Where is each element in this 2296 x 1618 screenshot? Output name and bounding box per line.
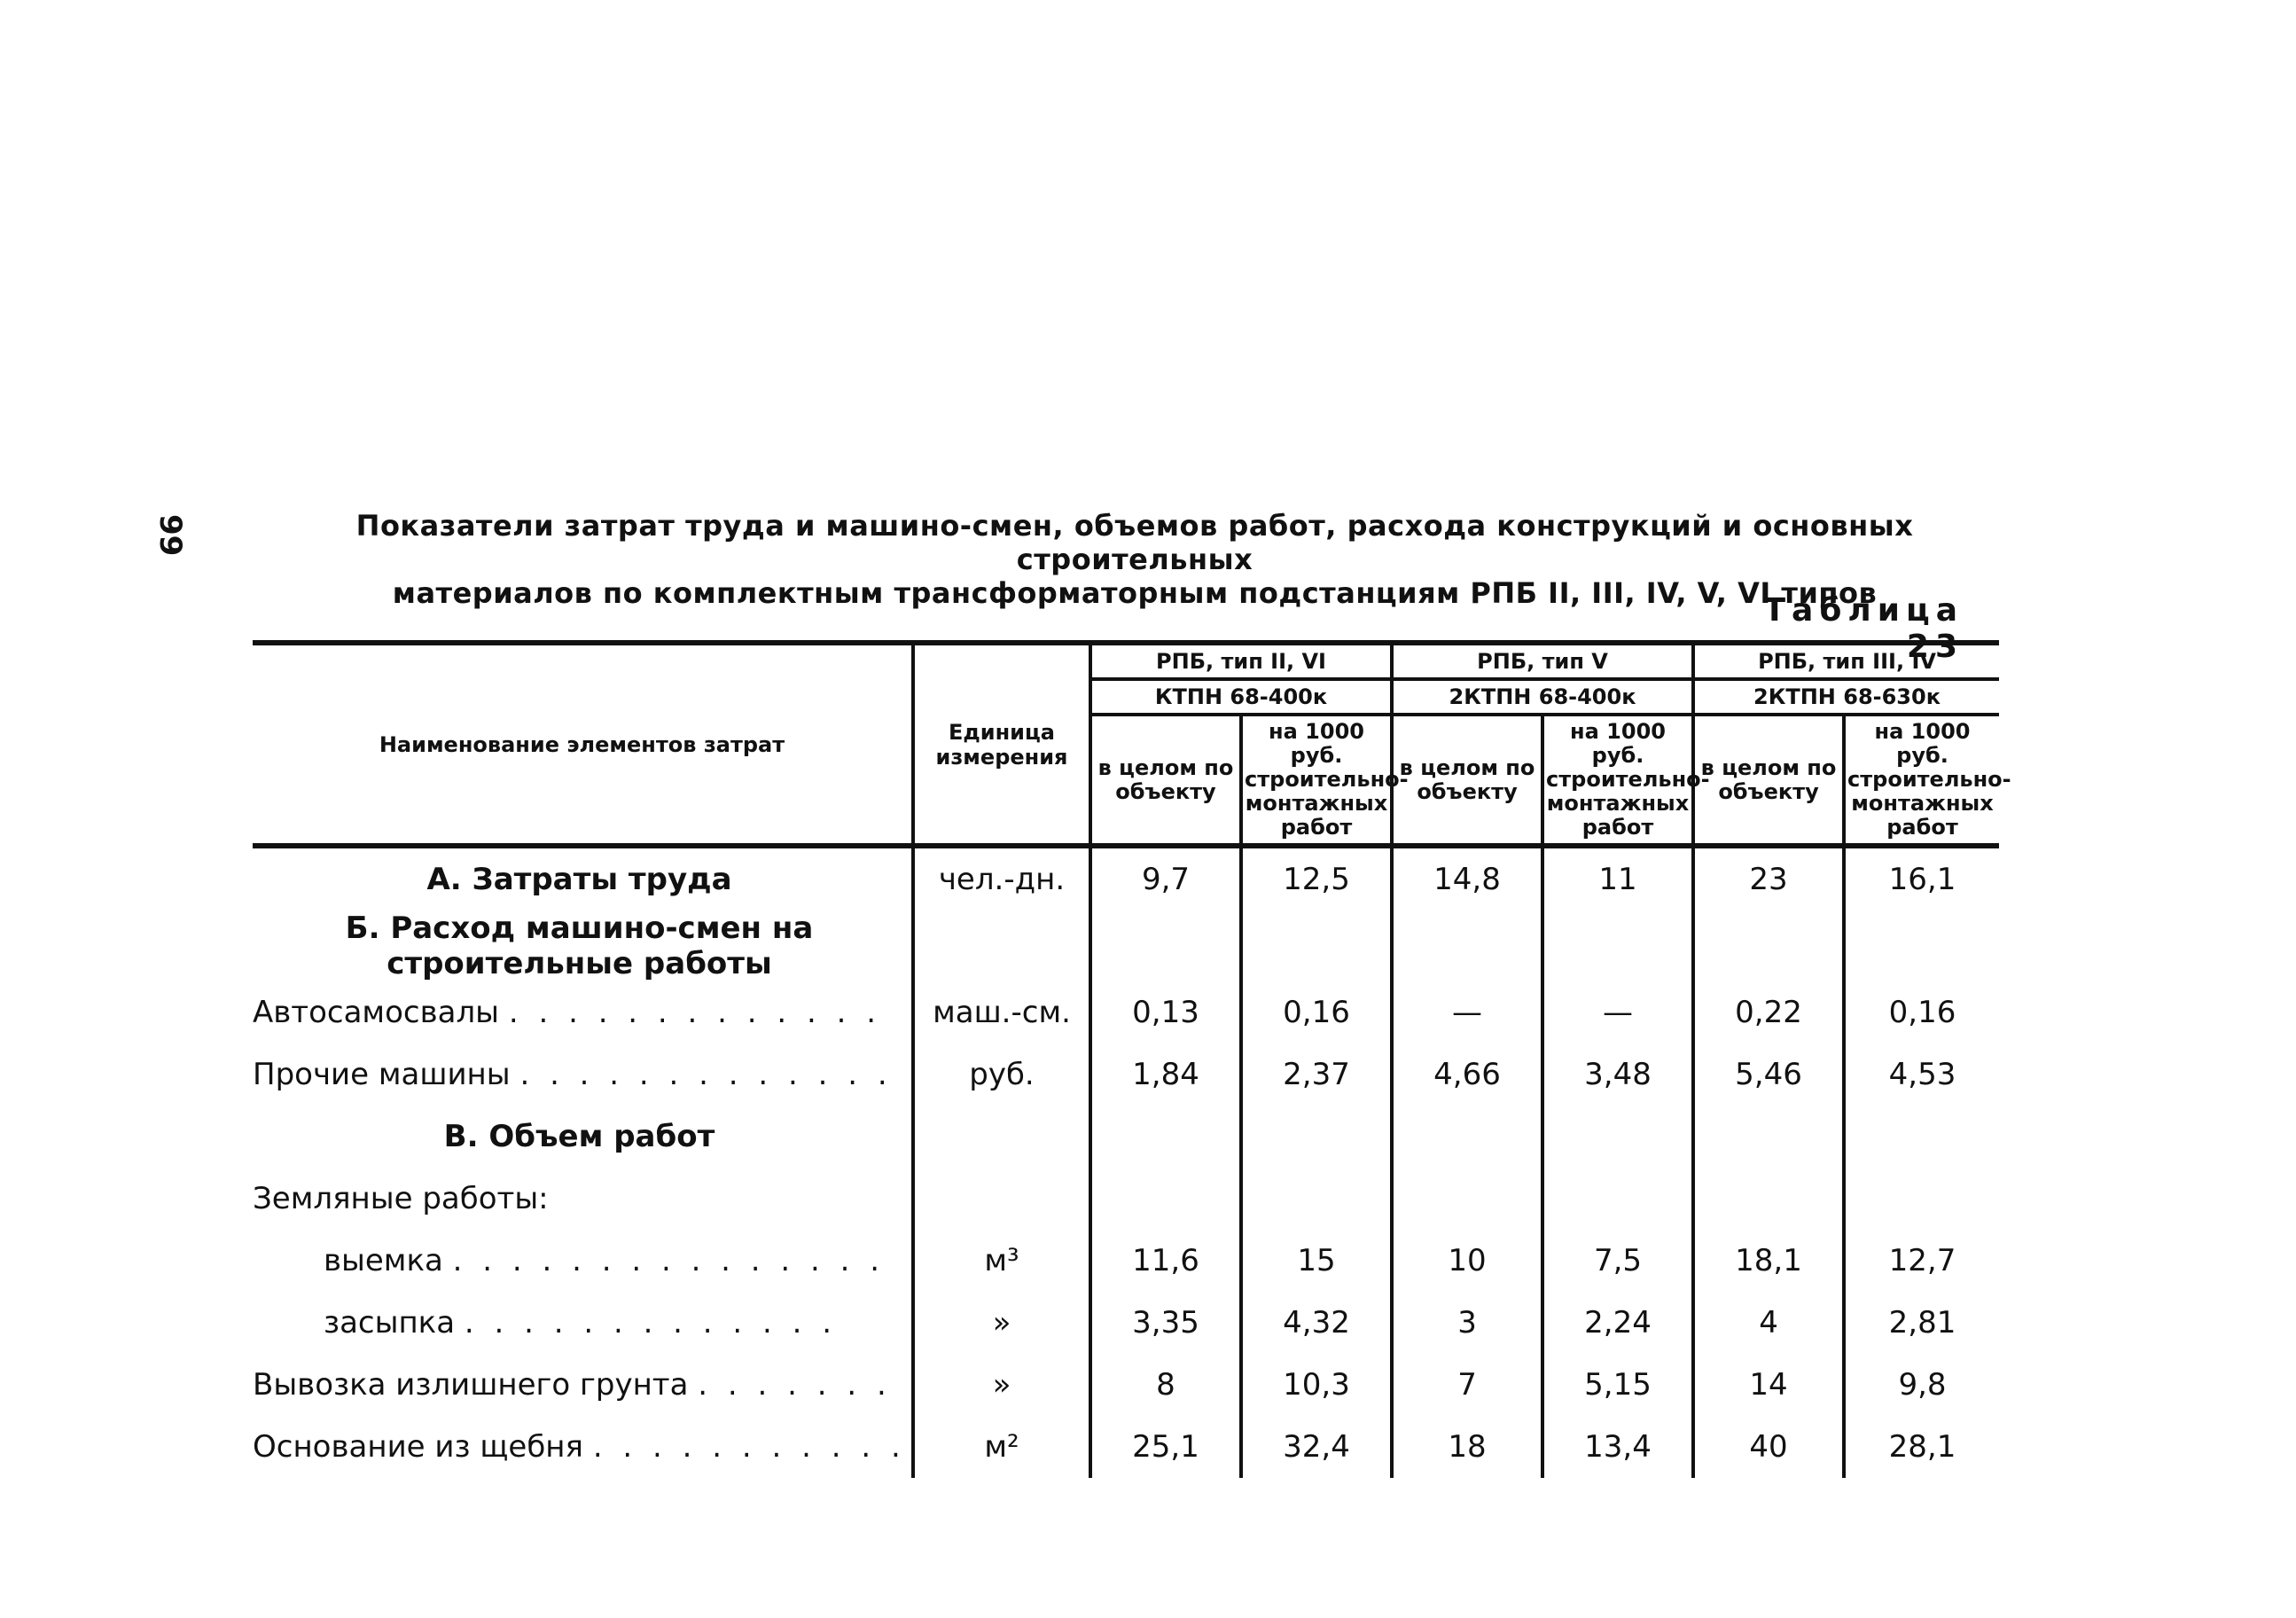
header-group-1-model: КТПН 68-400к (1090, 679, 1392, 715)
row-value (1693, 1168, 1844, 1230)
row-value (1844, 1168, 1999, 1230)
row-value: 11,6 (1090, 1230, 1241, 1292)
row-value: 32,4 (1241, 1416, 1392, 1478)
row-name-cell (253, 846, 913, 911)
header-unit: Единица измерения (913, 643, 1090, 846)
row-unit: » (913, 1354, 1090, 1416)
row-value: 2,81 (1844, 1292, 1999, 1354)
row-name-cell (253, 1292, 913, 1354)
row-value: 16,1 (1844, 846, 1999, 911)
row-unit: м³ (913, 1230, 1090, 1292)
table-row (253, 1354, 1999, 1416)
header-group-3-model: 2КТПН 68-630к (1693, 679, 1999, 715)
row-name: В. Объем работ (443, 1119, 715, 1154)
row-value: 7,5 (1542, 1230, 1693, 1292)
row-name-cell (253, 1106, 913, 1168)
leader-dots: . . . . . . . . . . . . . (464, 1305, 838, 1341)
row-value: 0,16 (1844, 981, 1999, 1043)
row-value: 10 (1392, 1230, 1542, 1292)
leader-dots: . . . . . . . . . . . . . (508, 995, 882, 1030)
row-value (1542, 1168, 1693, 1230)
row-value: 14 (1693, 1354, 1844, 1416)
title-line-2: материалов по комплектным трансформаторным подстанциям РПБ II, III, IV, V, VI типов (392, 576, 1878, 610)
row-value: 10,3 (1241, 1354, 1392, 1416)
row-value: 0,22 (1693, 981, 1844, 1043)
row-name: Прочие машины (253, 1057, 511, 1092)
row-value (1844, 1106, 1999, 1168)
table-row (253, 911, 1999, 981)
table-label: Таблица 23 (1763, 592, 1964, 665)
leader-dots: . . . . . . . . . . . (592, 1429, 906, 1465)
row-value: 4,32 (1241, 1292, 1392, 1354)
row-value (1090, 1168, 1241, 1230)
row-value (1542, 1106, 1693, 1168)
table-row (253, 1043, 1999, 1106)
row-value (1090, 911, 1241, 981)
title-line-1: Показатели затрат труда и машино-смен, объемов работ, расхода конструкций и основных строительных (355, 509, 1914, 576)
row-name: засыпка (324, 1305, 456, 1341)
row-unit (913, 1106, 1090, 1168)
data-table (253, 640, 2011, 1478)
header-group-3-type: РПБ, тип III, IV (1693, 643, 1999, 679)
row-unit (913, 911, 1090, 981)
row-name: А. Затраты труда (426, 862, 732, 897)
header-sub-per1000-2: на 1000 руб. строительно-монтажных работ (1542, 715, 1693, 846)
header-sub-per1000-3: на 1000 руб. строительно-монтажных работ (1844, 715, 1999, 846)
table-header (253, 643, 2011, 846)
row-value: 40 (1693, 1416, 1844, 1478)
row-value: 8 (1090, 1354, 1241, 1416)
row-value: 3,48 (1542, 1043, 1693, 1106)
row-name: Б. Расход машино-смен на строительные работы (345, 911, 814, 981)
row-value: 11 (1542, 846, 1693, 911)
row-value (1693, 911, 1844, 981)
header-sub-per1000-1: на 1000 руб. строительно-монтажных работ (1241, 715, 1392, 846)
row-value: 1,84 (1090, 1043, 1241, 1106)
row-unit: чел.-дн. (913, 846, 1090, 911)
row-unit: маш.-см. (913, 981, 1090, 1043)
leader-dots: . . . . . . . (698, 1367, 892, 1403)
table-row (253, 846, 1999, 911)
row-value (1241, 911, 1392, 981)
row-value (1392, 911, 1542, 981)
row-name-cell (253, 1043, 913, 1106)
row-value: 18,1 (1693, 1230, 1844, 1292)
table-row (253, 981, 1999, 1043)
row-value (1392, 1168, 1542, 1230)
row-value: 2,24 (1542, 1292, 1693, 1354)
row-value: 0,13 (1090, 981, 1241, 1043)
row-value (1241, 1168, 1392, 1230)
row-value: — (1392, 981, 1542, 1043)
row-name-cell (253, 1354, 913, 1416)
row-name: Земляные работы: (253, 1181, 549, 1216)
row-name-cell (253, 1168, 913, 1230)
header-sub-total-1: в целом по объекту (1090, 715, 1241, 846)
row-value: 13,4 (1542, 1416, 1693, 1478)
row-name-cell (253, 1416, 913, 1478)
row-value: 4,66 (1392, 1043, 1542, 1106)
row-name-cell (253, 911, 913, 981)
header-sub-total-3: в целом по объекту (1693, 715, 1844, 846)
row-value (1542, 911, 1693, 981)
table-row (253, 1230, 1999, 1292)
table-row (253, 1292, 1999, 1354)
row-value: 15 (1241, 1230, 1392, 1292)
row-value: 3 (1392, 1292, 1542, 1354)
row-value (1844, 911, 1999, 981)
row-value: 3,35 (1090, 1292, 1241, 1354)
row-value: 14,8 (1392, 846, 1542, 911)
table-row (253, 1168, 1999, 1230)
header-group-2-type: РПБ, тип V (1392, 643, 1693, 679)
row-value: 12,5 (1241, 846, 1392, 911)
row-name: Вывозка излишнего грунта (253, 1367, 689, 1403)
row-value: 4 (1693, 1292, 1844, 1354)
row-value: 5,15 (1542, 1354, 1693, 1416)
row-value: 5,46 (1693, 1043, 1844, 1106)
row-value: 2,37 (1241, 1043, 1392, 1106)
cost-table (253, 640, 2011, 1478)
row-unit (913, 1168, 1090, 1230)
row-unit: руб. (913, 1043, 1090, 1106)
header-group-2-model: 2КТПН 68-400к (1392, 679, 1693, 715)
row-name-cell (253, 981, 913, 1043)
row-unit: м² (913, 1416, 1090, 1478)
header-group-1-type: РПБ, тип II, VI (1090, 643, 1392, 679)
row-value: 9,8 (1844, 1354, 1999, 1416)
row-value: 4,53 (1844, 1043, 1999, 1106)
row-value: 28,1 (1844, 1416, 1999, 1478)
table-row (253, 1416, 1999, 1478)
row-value: 7 (1392, 1354, 1542, 1416)
page-number: 99 (152, 514, 188, 557)
row-unit: » (913, 1292, 1090, 1354)
header-name: Наименование элементов затрат (379, 731, 785, 757)
row-value: 0,16 (1241, 981, 1392, 1043)
row-name: выемка (324, 1243, 443, 1278)
row-value: — (1542, 981, 1693, 1043)
row-value: 9,7 (1090, 846, 1241, 911)
row-name: Автосамосвалы (253, 995, 500, 1030)
row-value: 23 (1693, 846, 1844, 911)
row-name-cell (253, 1230, 913, 1292)
row-value (1090, 1106, 1241, 1168)
leader-dots: . . . . . . . . . . . . . (519, 1057, 893, 1092)
row-name: Основание из щебня (253, 1429, 583, 1465)
row-value: 25,1 (1090, 1416, 1241, 1478)
table-title (293, 509, 1977, 610)
table-row (253, 1106, 1999, 1168)
row-value (1392, 1106, 1542, 1168)
row-value: 12,7 (1844, 1230, 1999, 1292)
row-value: 18 (1392, 1416, 1542, 1478)
leader-dots: . . . . . . . . . . . . . . . (452, 1243, 886, 1278)
row-value (1241, 1106, 1392, 1168)
row-value (1693, 1106, 1844, 1168)
header-sub-total-2: в целом по объекту (1392, 715, 1542, 846)
table-body (253, 846, 1999, 1478)
